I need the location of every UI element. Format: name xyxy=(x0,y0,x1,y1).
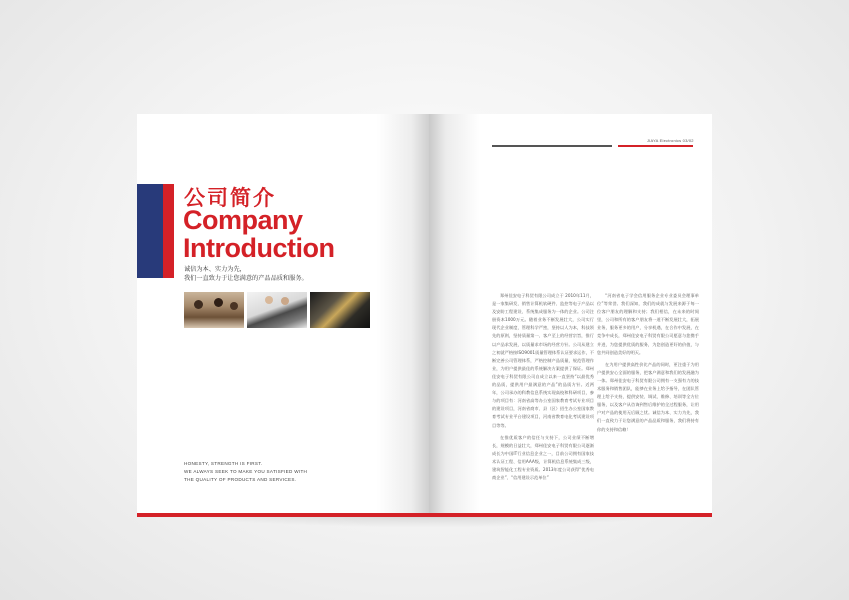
person-head-icon xyxy=(214,298,223,307)
title-english xyxy=(183,206,334,262)
column1-paragraph1: 郑州佳安电子科贸有限公司成立于 2010年11月，是一家集研发、销售计算机软硬件、监控等电子产品以及安防工程建设、系统集成服务为一体的企业。公司注册资本1000万元。随着业务不断发展壮大，公司实行现代企业制度，管理科学严密，坚持以人为本，科技领先的原则，坚持质量第一、客户至上的经营宗旨，推行以产品求发展，以质量求市场的经营方针。公司从建立之初就严格按ISO9001质量管理体系认证要求运作，不断完善公司管理体系，严格控制产品质量，规范管理作业，为用户提供最佳的系统解决方案提供了保证。郑州佳安电子科贸有限公司自成立以来一直坚持“以最优秀的品质，提供用户最满意的产品”的品质方针。近两年，公司承办的科教信息系统实现高校和科研项目，参与的项目有：河南省高等办公室国家教育考试专业项目的建设项目，河南省商市、县（区）招生办公室国家教育考试专业平台建设项目，河南省教育电化考试建设项目等等。 xyxy=(492,293,594,428)
right-page xyxy=(429,114,712,517)
person-head-icon xyxy=(230,302,238,310)
slogan-line1: 诚信为本、实力为先， xyxy=(184,266,246,273)
person-head-icon xyxy=(281,297,289,305)
page-label: JIAYA Electronics 03/02 xyxy=(647,138,694,143)
english-statement xyxy=(184,460,307,484)
english-statement-line1: HONESTY, STRENGTH IS FIRST. xyxy=(184,461,263,466)
text-column-2 xyxy=(597,292,699,438)
red-color-block xyxy=(163,184,174,278)
circuit-board-photo xyxy=(310,292,370,328)
column2-paragraph2: 在为用户提供高性价比产品的同时，更注重于为用户提供安心全面的服务，把客户满意和我们的发展融为一体。郑州佳安电子科贸有限公司拥有一支强有力的技术服务和销售团队，能够在业务上给予指导，在团队管理上给予支持，提供安装、调试、维修、培训等全方位服务，以及客户从咨询到售后维护的全过程服务，让用户对产品的使用无后顾之忧。诚信为本、实力为先，我们一直致力于让您满意的产品品质和服务，我们将持有你的支持和信赖！ xyxy=(597,361,699,432)
english-statement-line2: WE ALWAYS SEEK TO MAKE YOU SATISFIED WITH xyxy=(184,469,308,474)
column1-paragraph2: 在推优质客户的信任与支持下，公司业绩不断增长，规模的日益壮大，郑州佳安电子科贸有限公司逐渐成长为中国IT行业信息企业之一，目前公司拥有国家技术认证工程、信用AAA级，计算机信息系统集成三级，建筑智能化工程专业资质。2013年度公司获得“优秀电商企业”、“信用建设示范单位” xyxy=(492,434,594,481)
right-bottom-red-bar xyxy=(429,513,712,517)
business-team-photo xyxy=(247,292,307,328)
title-chinese: 公司简介 xyxy=(184,186,276,210)
left-page xyxy=(137,114,429,517)
person-head-icon xyxy=(265,296,273,304)
title-english-line2: Introduction xyxy=(183,233,335,263)
title-english-line1: Company xyxy=(183,205,303,235)
slogan xyxy=(184,265,308,283)
left-bottom-red-bar xyxy=(137,513,429,517)
text-column-1 xyxy=(492,292,594,486)
english-statement-line3: THE QUALITY OF PRODUCTS AND SERVICES. xyxy=(184,477,297,482)
slogan-line2: 我们一直致力于让您满意的产品品质和服务。 xyxy=(184,275,308,282)
navy-color-block xyxy=(137,184,163,278)
person-head-icon xyxy=(194,300,203,309)
column2-paragraph1: “河南省电子学会信用服务企业专业委员会理事单位”等荣誉。我们深知，我们的成就与发展来源于每一位客户朋友的理解和支持；我们相信，在未来的时间里，公司和所有的客户朋友将一道不断发展壮大，拓展业务，服务更多的用户，分享机遇，在合作中发展，在竞争中成长，郑州佳安电子科贸有限公司愿意与您携手并进，为您提供优质的服务，为您创造更好的价值，与您共同创造美好的明天。 xyxy=(597,293,699,355)
classroom-photo xyxy=(184,292,244,328)
header-gray-rule xyxy=(492,145,612,147)
brochure-spread xyxy=(137,114,712,517)
header-red-rule xyxy=(618,145,693,147)
